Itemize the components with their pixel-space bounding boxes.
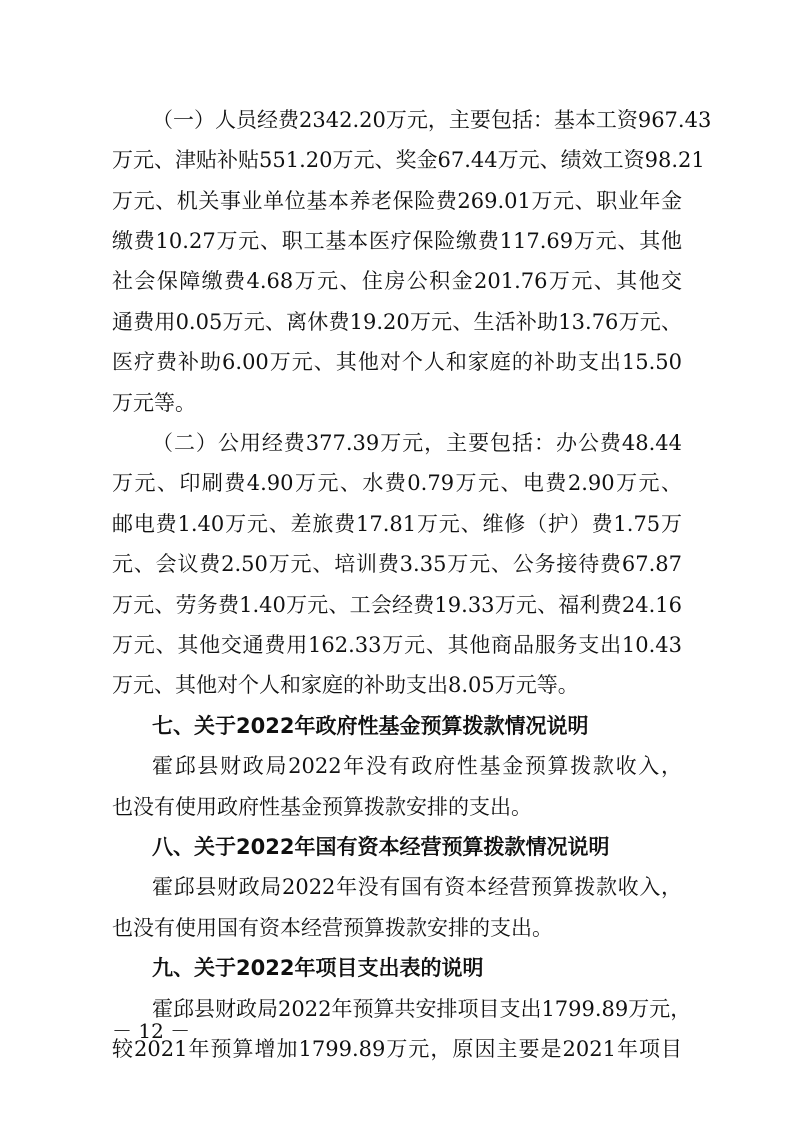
paragraph-line: 万元、机关事业单位基本养老保险费269.01万元、职业年金	[112, 189, 682, 213]
paragraph-line: 万元等。	[112, 391, 196, 415]
paragraph-line: 霍邱县财政局2022年没有政府性基金预算拨款收入，	[152, 754, 682, 778]
paragraph-line: （一）人员经费2342.20万元，主要包括：基本工资967.43	[152, 108, 712, 132]
paragraph-line: 万元、印刷费4.90万元、水费0.79万元、电费2.90万元、	[112, 471, 682, 495]
section-heading: 九、关于2022年项目支出表的说明	[152, 956, 484, 980]
paragraph-line: 万元、其他对个人和家庭的补助支出8.05万元等。	[112, 673, 579, 697]
paragraph-line: 通费用0.05万元、离休费19.20万元、生活补助13.76万元、	[112, 310, 682, 334]
paragraph-line: 霍邱县财政局2022年没有国有资本经营预算拨款收入，	[152, 875, 682, 899]
paragraph-line: 万元、津贴补贴551.20万元、奖金67.44万元、绩效工资98.21	[112, 148, 705, 172]
paragraph-line: 霍邱县财政局2022年预算共安排项目支出1799.89万元，	[152, 997, 692, 1021]
page-number: － 12 －	[112, 1019, 191, 1043]
paragraph-line: （二）公用经费377.39万元，主要包括：办公费48.44	[152, 431, 682, 455]
section-heading: 八、关于2022年国有资本经营预算拨款情况说明	[152, 835, 610, 859]
paragraph-line: 医疗费补助6.00万元、其他对个人和家庭的补助支出15.50	[112, 350, 682, 374]
paragraph-line: 万元、劳务费1.40万元、工会经费19.33万元、福利费24.16	[112, 593, 682, 617]
paragraph-line: 邮电费1.40万元、差旅费17.81万元、维修（护）费1.75万	[112, 512, 682, 536]
paragraph-line: 也没有使用政府性基金预算拨款安排的支出。	[112, 795, 532, 819]
section-heading: 七、关于2022年政府性基金预算拨款情况说明	[152, 714, 589, 738]
paragraph-line: 社会保障缴费4.68万元、住房公积金201.76万元、其他交	[112, 269, 682, 293]
paragraph-line: 较2021年预算增加1799.89万元，原因主要是2021年项目	[112, 1037, 682, 1061]
paragraph-line: 元、会议费2.50万元、培训费3.35万元、公务接待费67.87	[112, 552, 682, 576]
paragraph-line: 缴费10.27万元、职工基本医疗保险缴费117.69万元、其他	[112, 229, 682, 253]
paragraph-line: 万元、其他交通费用162.33万元、其他商品服务支出10.43	[112, 633, 682, 657]
paragraph-line: 也没有使用国有资本经营预算拨款安排的支出。	[112, 916, 553, 940]
